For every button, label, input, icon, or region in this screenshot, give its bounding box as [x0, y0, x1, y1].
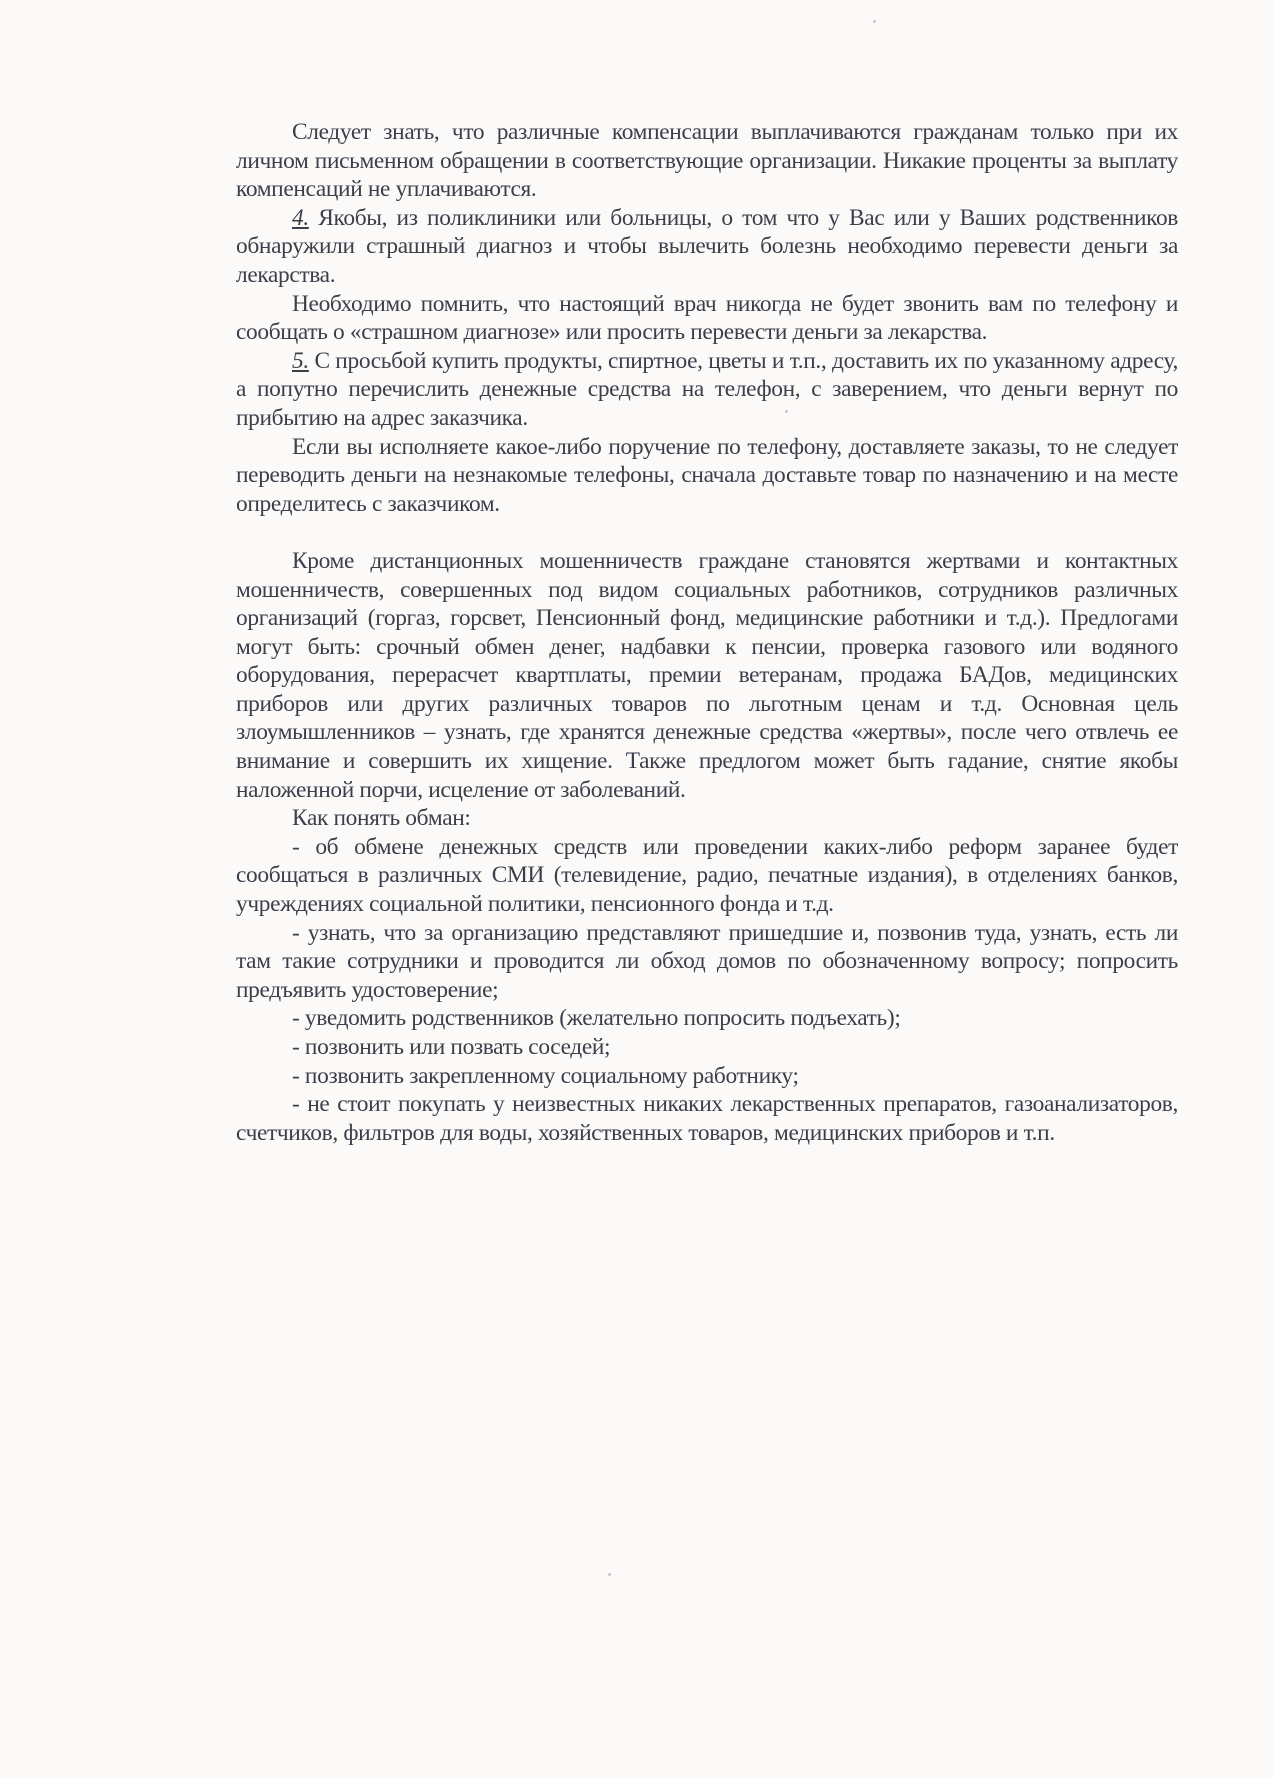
scan-speck: [785, 410, 788, 413]
paragraph-text: Кроме дистанционных мошенничеств граждане становятся жертвами и контактных мошенничеств, совершенных под видом социальных работников, сотрудников различных организаций (горгаз, горсвет, Пенсионный фонд, медицинские работники и т.д.). Предлогами могут быть: срочный обмен денег, надбавки к пенсии, проверка газового или водяного оборудования, перерасчет квартплаты, премии ветеранам, продажа БАДов, медицинских приборов или других различных товаров по льготным ценам и т.д. Основная цель злоумышленников – узнать, где хранятся денежные средства «жертвы», после чего отвлечь ее внимание и совершить их хищение. Также предлогом может быть гадание, снятие якобы наложенной порчи, исцеление от заболеваний.: [236, 547, 1178, 803]
item-number: 4.: [292, 204, 309, 231]
paragraph-spacer: [236, 518, 1178, 547]
paragraph-text: - позвонить или позвать соседей;: [292, 1034, 611, 1060]
list-item-call-neighbors: [236, 1033, 1178, 1062]
paragraph-text: Якобы, из поликлиники или больницы, о том что у Вас или у Ваших родственников обнаружили страшный диагноз и чтобы вылечить болезнь необходимо перевести деньги за лекарства.: [236, 204, 1178, 288]
paragraph-contact-fraud: [236, 547, 1178, 804]
paragraph-text: Если вы исполняете какое-либо поручение по телефону, доставляете заказы, то не следует переводить деньги на незнакомые телефоны, сначала доставьте товар по назначению и на месте определитесь с заказчиком.: [236, 433, 1178, 517]
paragraph-how-to-detect-heading: [236, 804, 1178, 833]
paragraph-doctor-warning: [236, 290, 1178, 347]
paragraph-text: - не стоит покупать у неизвестных никаких лекарственных препаратов, газоанализаторов, счетчиков, фильтров для воды, хозяйственных товаров, медицинских приборов и т.п.: [236, 1091, 1178, 1146]
list-item-notify-relatives: [236, 1004, 1178, 1033]
list-item-verify-organization: [236, 919, 1178, 1005]
paragraph-delivery-advice: [236, 433, 1178, 519]
paragraph-text: - об обмене денежных средств или проведении каких-либо реформ заранее будет сообщаться в различных СМИ (телевидение, радио, печатные издания), в отделениях банков, учреждениях социальной политики, пенсионного фонда и т.д.: [236, 833, 1178, 918]
item-number: 5.: [292, 347, 309, 374]
paragraph-item-4-clinic: [236, 204, 1178, 290]
list-item-media-notice: [236, 833, 1178, 919]
document-body: [236, 118, 1178, 1147]
paragraph-text: Необходимо помнить, что настоящий врач никогда не будет звонить вам по телефону и сообщать о «страшном диагнозе» или просить перевести деньги за лекарства.: [236, 290, 1178, 346]
paragraph-text: Как понять обман:: [292, 805, 471, 832]
scan-speck: [608, 1573, 611, 1576]
paragraph-compensation-note: [236, 118, 1178, 204]
list-item-do-not-buy: [236, 1090, 1178, 1147]
list-item-call-social-worker: [236, 1062, 1178, 1091]
paragraph-text: - позвонить закрепленному социальному работнику;: [292, 1062, 799, 1089]
paragraph-text: - узнать, что за организацию представляют пришедшие и, позвонив туда, узнать, есть ли там такие сотрудники и проводится ли обход домов по обозначенному вопросу; попросить предъявить удостоверение;: [236, 919, 1178, 1003]
paragraph-text: С просьбой купить продукты, спиртное, цветы и т.п., доставить их по указанному адресу, а попутно перечислить денежные средства на телефон, с заверением, что деньги вернут по прибытию на адрес заказчика.: [236, 347, 1178, 431]
paragraph-text: - уведомить родственников (желательно попросить подъехать);: [292, 1005, 901, 1032]
paragraph-text: Следует знать, что различные компенсации выплачиваются гражданам только при их личном письменном обращении в соответствующие организации. Никакие проценты за выплату компенсаций не уплачиваются.: [236, 119, 1178, 203]
paragraph-item-5-delivery: [236, 347, 1178, 433]
scan-speck: [873, 20, 876, 23]
